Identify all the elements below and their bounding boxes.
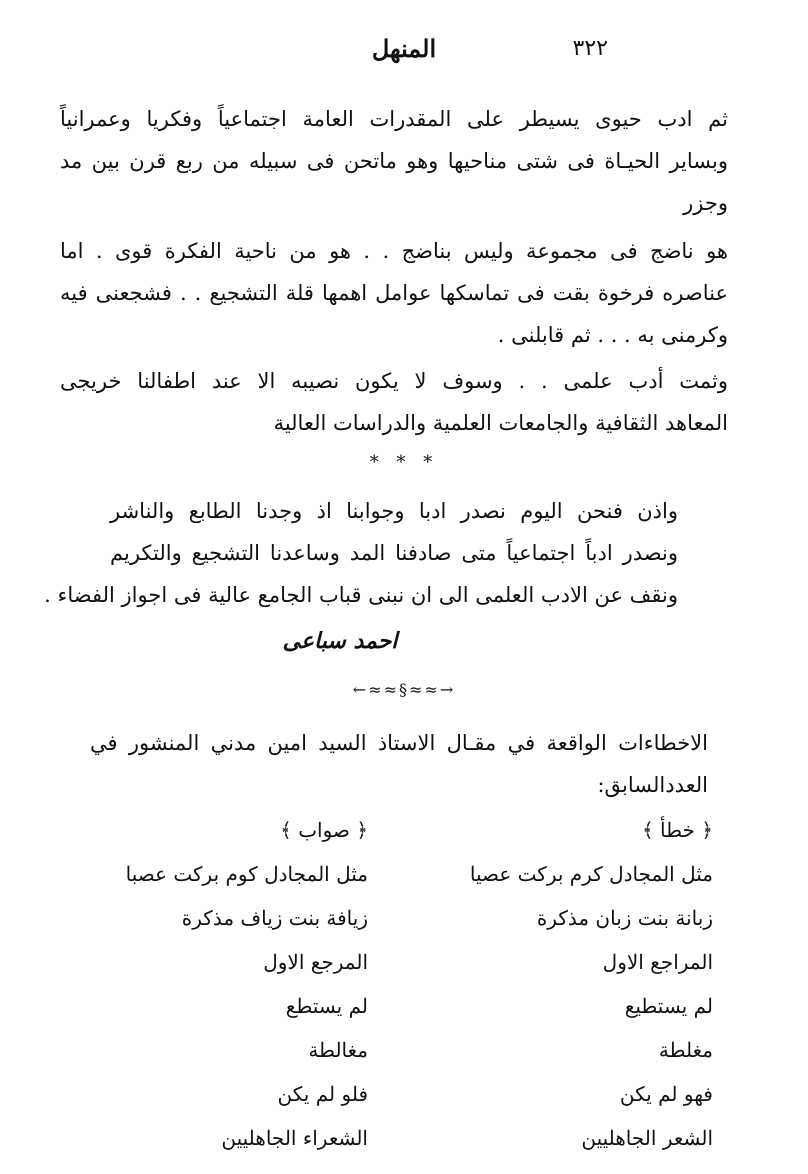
paragraph-4: [44, 490, 678, 616]
wrong-item: مغلطة: [658, 1038, 713, 1062]
wrong-item: المراجع الاول: [602, 950, 713, 974]
journal-title: المنهل: [371, 34, 437, 63]
text-line: ثم ادب حيوى يسيطر على المقدرات العامة اجتماعياً وفكريا وعمرانياً: [60, 107, 728, 131]
text-line: الاخطاءات الواقعة في مقـال الاستاذ السيد امين مدني المنشور في: [90, 731, 708, 755]
right-item: لم يستطع: [285, 994, 368, 1018]
right-item: المرجع الاول: [263, 950, 368, 974]
errata-intro: [90, 722, 708, 806]
wrong-item: زبانة بنت زبان مذكرة: [536, 906, 713, 930]
wrong-item: لم يستطيع: [624, 994, 713, 1018]
text-line: عناصره فرخوة بقت فى تماسكها عوامل اهمها قلة التشجيع . . فشجعنى فيه: [60, 281, 728, 305]
text-line: ونقف عن الادب العلمى الى ان نبنى قباب الجامع عالية فى اجواز الفضاء .: [44, 583, 678, 607]
right-header: ﴿ صواب ﴾: [280, 818, 368, 842]
wrong-item: مثل المجادل كرم بركت عصيا: [469, 862, 713, 886]
text-line: واذن فنحن اليوم نصدر ادبا وجوابنا اذ وجدنا الطابع والناشر: [110, 499, 678, 523]
text-line: وبساير الحيـاة فى شتى مناحيها وهو ماتحن فى سبيله من ربع قرن بين مد: [60, 149, 728, 173]
right-item: الشعراء الجاهليين: [221, 1126, 368, 1150]
wrong-item: الشعر الجاهليين: [581, 1126, 713, 1150]
wrong-header: ﴿ خطأ ﴾: [641, 818, 713, 842]
right-item: مثل المجادل كوم بركت عصبا: [125, 862, 368, 886]
paragraph-2: [60, 230, 728, 356]
text-line: ونصدر ادباً اجتماعياً متى صادفنا المد وساعدنا التشجيع والتكريم: [110, 541, 678, 565]
paragraph-1: [60, 98, 728, 224]
right-item: زيافة بنت زياف مذكرة: [181, 906, 368, 930]
right-item: مغالطة: [308, 1038, 368, 1062]
ornament-divider: →≈≈§≈≈←: [352, 680, 456, 699]
wrong-item: فهو لم يكن: [619, 1082, 713, 1106]
page-number: ٣٢٢: [572, 36, 608, 61]
text-line: المعاهد الثقافية والجامعات العلمية والدراسات العالية: [273, 411, 728, 435]
author-signature: احمد سباعى: [282, 628, 398, 654]
text-line: وثمت أدب علمى . . وسوف لا يكون نصيبه الا عند اطفالنا خريجى: [60, 369, 728, 393]
text-line: وكرمنى به . . . ثم قابلنى .: [497, 323, 728, 347]
page-header: [60, 30, 748, 70]
text-line: العددالسابق:: [597, 773, 708, 797]
paragraph-3: [60, 360, 728, 444]
section-separator: * * *: [369, 452, 439, 473]
errata-right-column: [108, 812, 368, 1160]
right-item: فلو لم يكن: [277, 1082, 368, 1106]
errata-wrong-column: [453, 812, 713, 1160]
text-line: هو ناضج فى مجموعة وليس بناضج . . هو من ناحية الفكرة قوى . اما: [60, 239, 728, 263]
text-line: وجزر: [683, 191, 728, 215]
